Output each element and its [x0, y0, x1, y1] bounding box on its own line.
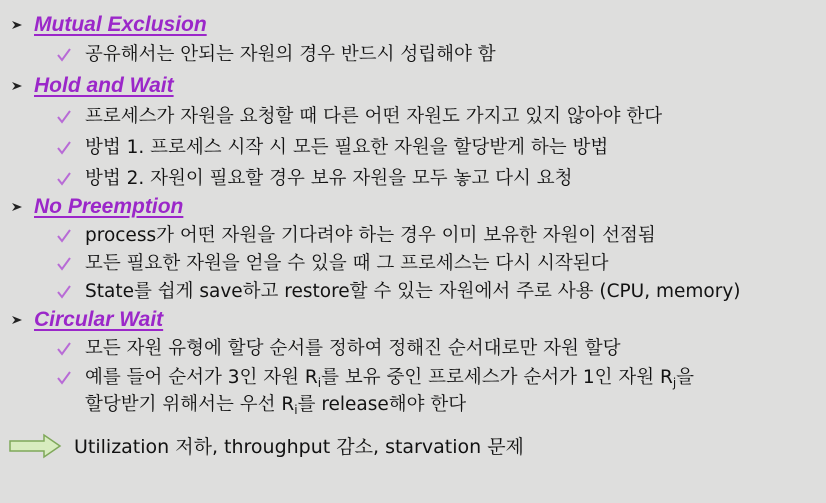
list-item: [56, 41, 496, 68]
checkmark-icon: [56, 109, 72, 125]
checkmark-icon: [56, 256, 72, 272]
arrow-bullet-icon: [10, 313, 24, 327]
item-text: 방법 1. 프로세스 시작 시 모든 필요한 자원을 할당받게 하는 방법: [85, 137, 609, 158]
checkmark-icon: [56, 284, 72, 300]
right-arrow-icon: [8, 433, 62, 459]
section-circular-wait: [10, 307, 163, 333]
section-title: Circular Wait: [34, 308, 164, 331]
checkmark-icon: [56, 341, 72, 357]
item-text: 방법 2. 자원이 필요할 경우 보유 자원을 모두 놓고 다시 요청: [85, 168, 573, 189]
item-text: 프로세스가 자원을 요청할 때 다른 어떤 자원도 가지고 있지 않아야 한다: [85, 106, 663, 127]
arrow-bullet-icon: [10, 18, 24, 32]
item-text: process가 어떤 자원을 기다려야 하는 경우 이미 보유한 자원이 선점됨: [85, 225, 656, 246]
arrow-bullet-icon: [10, 200, 24, 214]
item-text: 모든 필요한 자원을 얻을 수 있을 때 그 프로세스는 다시 시작된다: [85, 253, 609, 274]
section-hold-and-wait: [10, 73, 174, 99]
item-text: State를 쉽게 save하고 restore할 수 있는 자원에서 주로 사용 (CPU, memory): [85, 281, 741, 302]
list-item: [56, 364, 694, 418]
summary-text: Utilization 저하, throughput 감소, starvation 문제: [74, 436, 524, 458]
list-item: [56, 134, 608, 161]
item-text-block: [85, 364, 694, 418]
arrow-bullet-icon: [10, 79, 24, 93]
checkmark-icon: [56, 47, 72, 63]
section-mutual-exclusion: [10, 12, 207, 38]
list-item: [56, 335, 620, 362]
item-text: 모든 자원 유형에 할당 순서를 정하여 정해진 순서대로만 자원 할당: [85, 338, 621, 359]
list-item: [56, 278, 741, 305]
section-title: Mutual Exclusion: [34, 13, 207, 36]
item-text: 공유해서는 안되는 자원의 경우 반드시 성립해야 함: [85, 44, 496, 65]
checkmark-icon: [56, 140, 72, 156]
list-item: [56, 165, 573, 192]
section-title: Hold and Wait: [34, 74, 174, 97]
summary-row: [8, 432, 524, 459]
list-item: [56, 250, 608, 277]
list-item: [56, 222, 656, 249]
section-no-preemption: [10, 194, 183, 220]
checkmark-icon: [56, 228, 72, 244]
item-text-line: 할당받기 위해서는 우선 $R_i$를 release해야 한다: [85, 394, 467, 417]
item-text-line: 예를 들어 순서가 3인 자원 $R_i$를 보유 중인 프로세스가 순서가 1인 자원 $R_j$을: [85, 367, 695, 390]
list-item: [56, 103, 662, 130]
section-title: No Preemption: [34, 195, 184, 218]
checkmark-icon: [56, 370, 72, 386]
checkmark-icon: [56, 171, 72, 187]
